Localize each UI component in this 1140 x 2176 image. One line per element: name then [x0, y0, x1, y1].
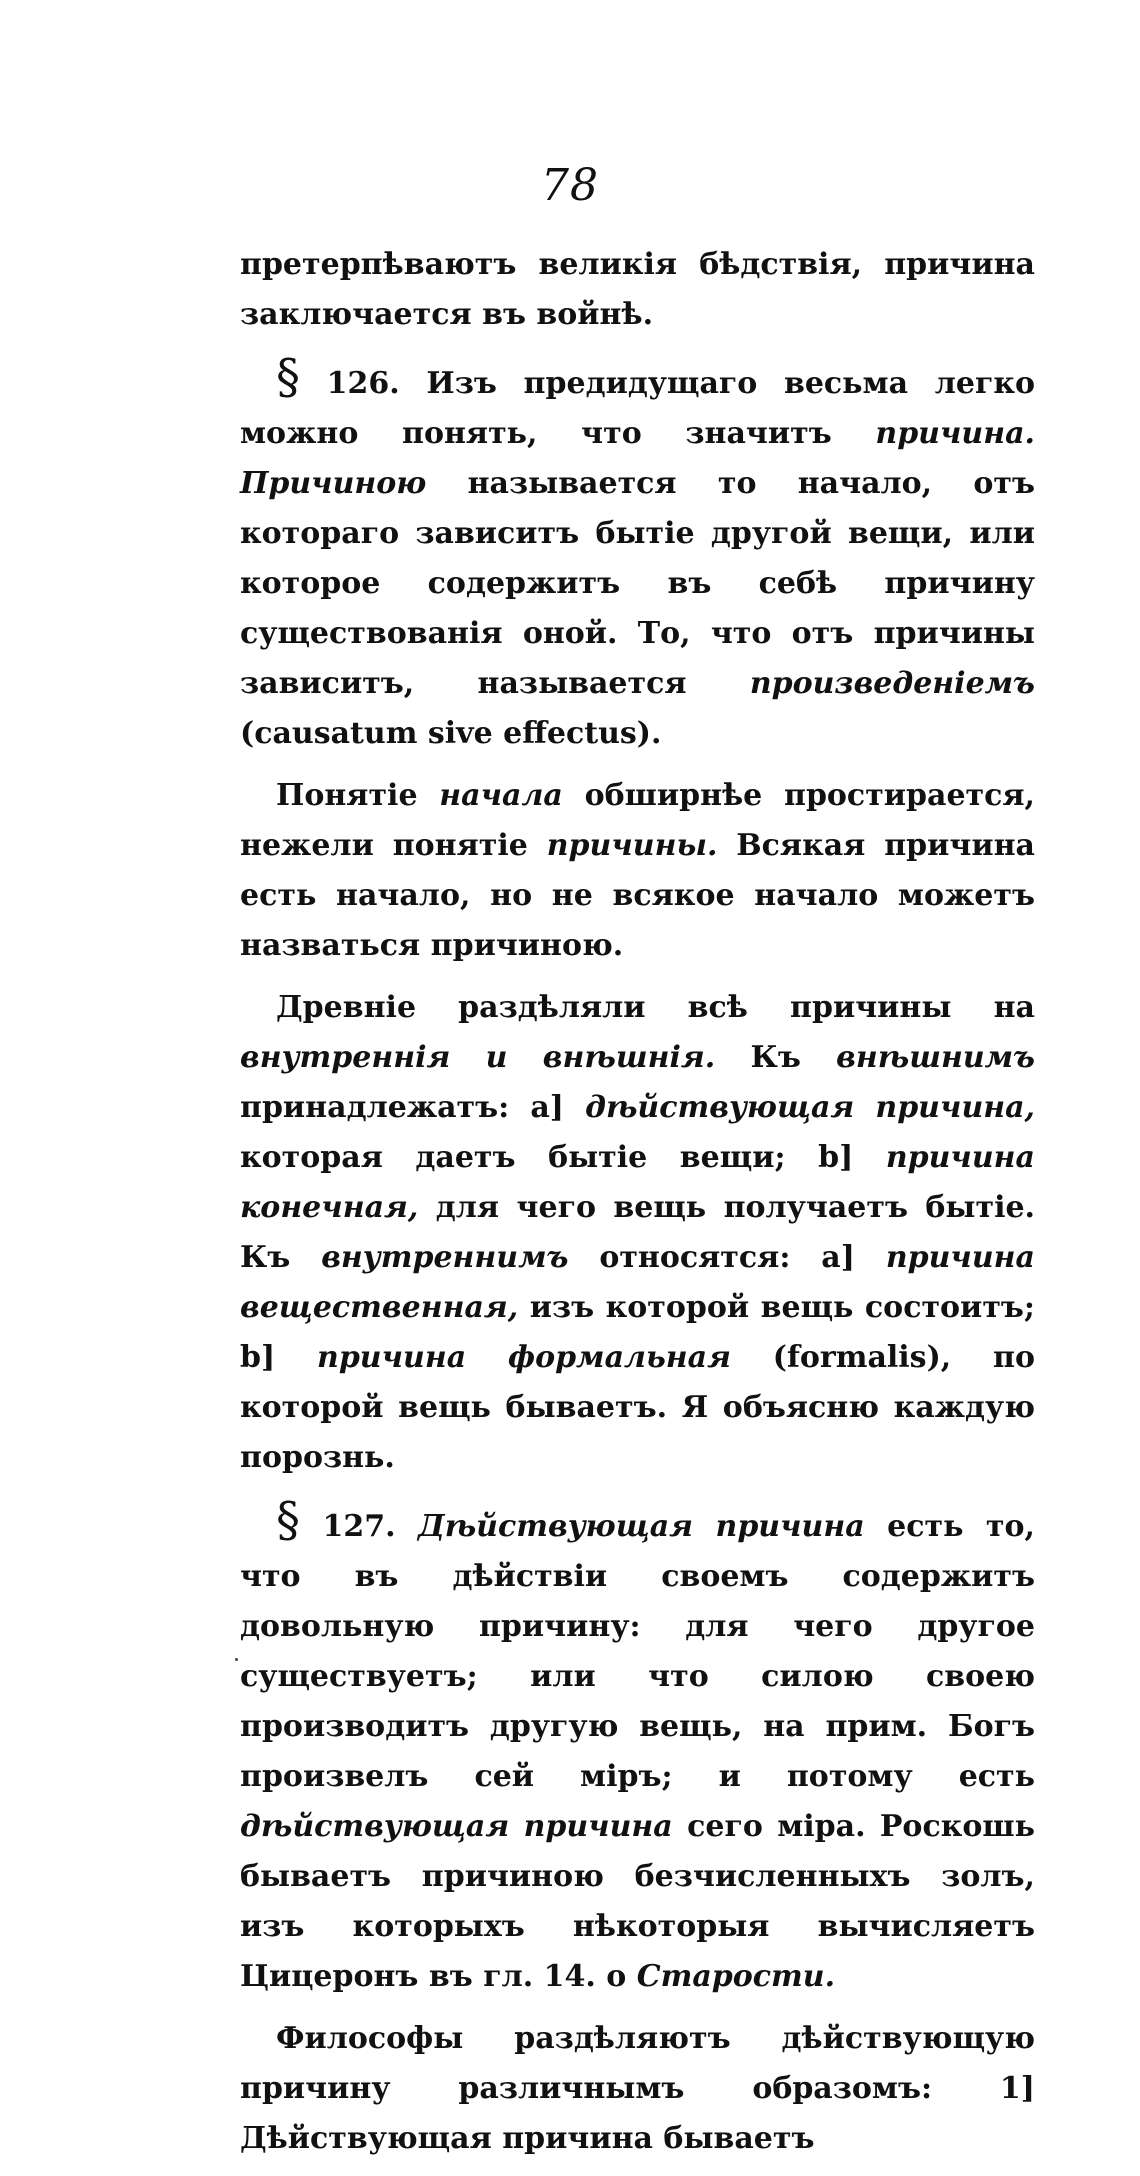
text-run: для чего вещь получаетъ бытіе. Къ	[240, 1190, 1035, 1275]
scan-speck	[235, 1658, 238, 1661]
text-run: сего міра. Роскошь бываетъ причиною безчисленныхъ золъ, изъ которыхъ нѣкоторыя вычисляетъ Цицеронъ въ гл. 14. о	[240, 1809, 1035, 1994]
text-run: Понятіе	[276, 778, 440, 813]
text-run: относятся: a]	[568, 1240, 886, 1275]
text-run: претерпѣваютъ великія бѣдствія, причина заключается въ войнѣ.	[240, 247, 1035, 332]
italic-term: произведеніемъ	[749, 666, 1035, 701]
italic-term: внутреннія и внѣшнія.	[240, 1040, 716, 1075]
italic-term: дѣйствующая причина,	[585, 1090, 1036, 1125]
text-run: (causatum sive effectus).	[240, 716, 662, 751]
body-text	[240, 240, 1035, 2176]
paragraph-kinds-of-causes	[240, 983, 1035, 1483]
paragraph-philosophers-divide	[240, 2014, 1035, 2164]
text-run: принадлежатъ: a]	[240, 1090, 586, 1125]
text-run: обширнѣе простирается, нежели понятіе	[240, 778, 1035, 863]
italic-term: внѣшнимъ	[836, 1040, 1035, 1075]
text-run: изъ которой вещь состоитъ; b]	[240, 1290, 1035, 1375]
section-sign: §	[276, 349, 300, 405]
text-run: Всякая причина есть начало, но не всякое начало можетъ назваться причиною.	[240, 828, 1035, 963]
italic-term: начала	[439, 778, 563, 813]
italic-term: Старости.	[636, 1959, 836, 1994]
text-run: (formalis), по которой вещь бываетъ. Я объясню каждую порознь.	[240, 1340, 1036, 1475]
italic-term: внутреннимъ	[321, 1240, 569, 1275]
page-number: 78	[541, 160, 599, 211]
text-run: Къ	[715, 1040, 837, 1075]
italic-term: Причиною	[240, 466, 427, 501]
text-run: которая даетъ бытіе вещи; b]	[240, 1140, 886, 1175]
italic-term: Дѣйствующая причина	[418, 1509, 865, 1544]
italic-term: причина формальная	[317, 1340, 731, 1375]
italic-term: причина.	[875, 416, 1035, 451]
paragraph-continuation	[240, 240, 1035, 340]
italic-term: причина вещественная,	[240, 1240, 1035, 1325]
section-sign: §	[276, 1492, 300, 1548]
text-run: Древніе раздѣляли всѣ причины на	[276, 990, 1035, 1025]
text-run: называется то начало, отъ котораго зависитъ бытіе другой вещи, или которое содержитъ въ себѣ причину существованія оной. То, что отъ причины зависитъ, называется	[240, 466, 1035, 701]
paragraph-concept-of-beginning	[240, 771, 1035, 971]
text-run: 126. Изъ предидущаго весьма легко можно понять, что значитъ	[240, 366, 1035, 451]
paragraph-section-127	[240, 1492, 1035, 2002]
italic-term: причины.	[546, 828, 718, 863]
text-run: есть то, что въ дѣйствіи своемъ содержитъ довольную причину: для чего другое существуетъ; или что силою своею производитъ другую вещь, на прим. Богъ произвелъ сей міръ; и потому есть	[240, 1509, 1035, 1794]
text-run: 127.	[300, 1509, 419, 1544]
italic-term: дѣйствующая причина	[240, 1809, 673, 1844]
text-run: Философы раздѣляютъ дѣйствующую причину различнымъ образомъ: 1] Дѣйствующая причина бываетъ	[240, 2021, 1035, 2156]
italic-term: причина конечная,	[240, 1140, 1035, 1225]
paragraph-section-126	[240, 349, 1035, 759]
